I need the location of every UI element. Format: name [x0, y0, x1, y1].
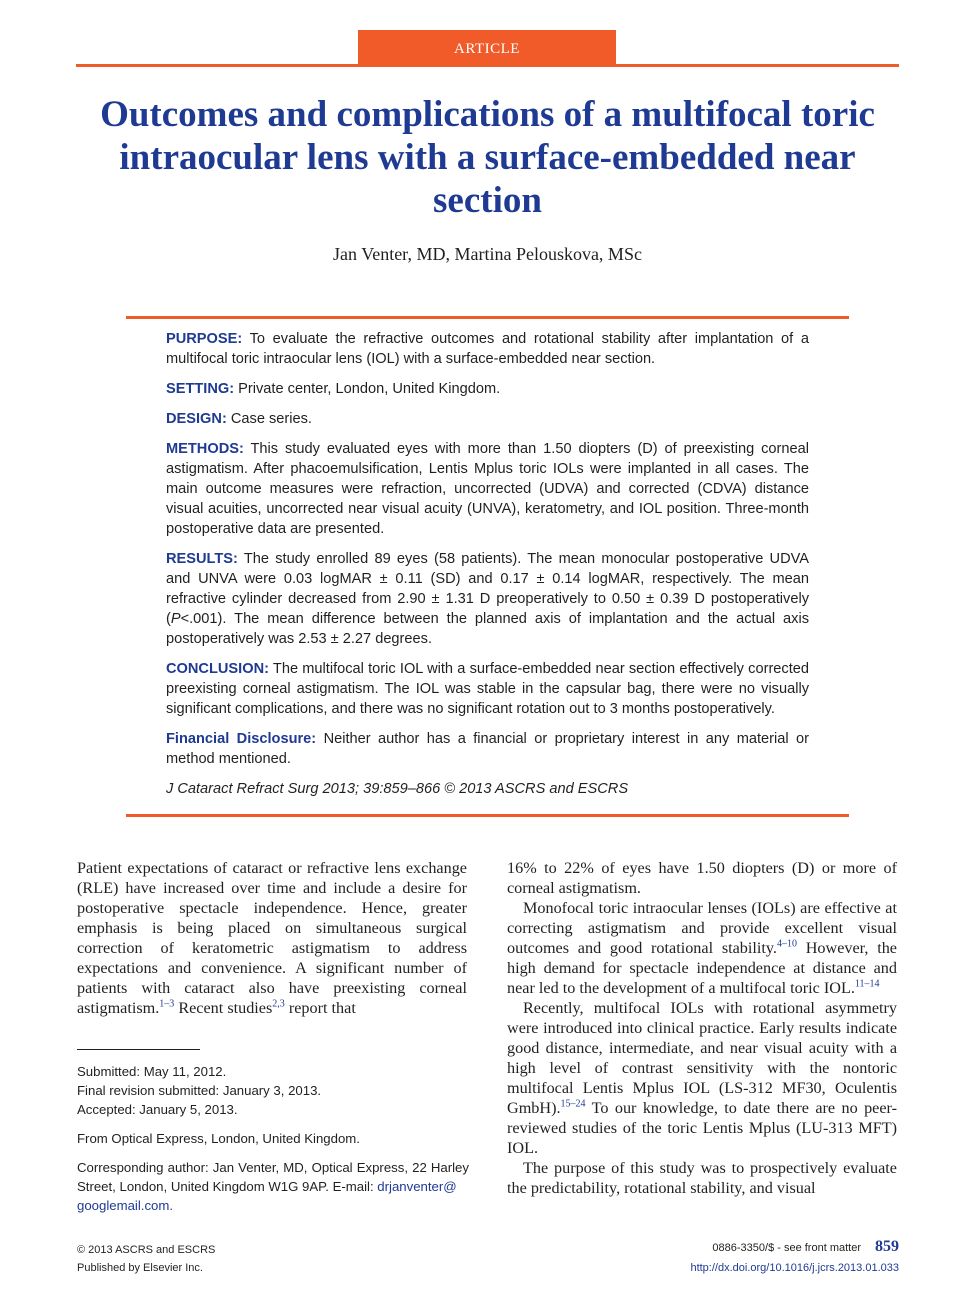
results-text-b: <.001). The mean difference between the planned axis of implantation and the actual axis postoperatively was 2.53 ± 2.27 degrees.: [166, 611, 809, 647]
footnotes: [77, 1062, 469, 1225]
revised-date: Final revision submitted: January 3, 2013.: [77, 1083, 322, 1098]
results-text-a: The study enrolled 89 eyes (58 patients). The mean monocular postoperative UDVA and UNVA were 0.03 logMAR ± 0.11 (SD) and 0.17 ± 0.14 logMAR, respectively. The mean refractive cylinder decreased from 2.90 ± 1.31 D preoperatively to 0.50 ± 0.39 D postoperatively (: [166, 551, 810, 627]
para3-text-a: Recently, multifocal IOLs with rotational asymmetry were introduced into clinical practice. Early results indicate good distance, intermediate, and near visual acuity with a high level of contrast sensitivity with the nontoric multifocal Lentis Mplus IOL (LS-312 MF30, Oculentis GmbH).: [507, 999, 897, 1117]
doi-link[interactable]: http://dx.doi.org/10.1016/j.jcrs.2013.01.033: [690, 1262, 899, 1274]
body-column-left: [77, 858, 467, 1018]
submitted-date: Submitted: May 11, 2012.: [77, 1064, 227, 1079]
conclusion-text: The multifocal toric IOL with a surface-embedded near section effectively corrected preexisting corneal astigmatism. The IOL was stable in the capsular bag, there were no visually significant complications, and there was no significant rotation out to 3 months postoperatively.: [166, 661, 810, 717]
abstract-disclosure: [166, 729, 809, 769]
setting-text: Private center, London, United Kingdom.: [238, 381, 501, 397]
ref-link[interactable]: 11–14: [854, 978, 880, 990]
results-label: RESULTS:: [166, 551, 238, 567]
intro-text-c: report that: [284, 999, 356, 1017]
body-paragraph: [507, 998, 897, 1158]
disclosure-text: Neither author has a financial or proprietary interest in any material or method mentioned.: [166, 731, 809, 767]
p-value-symbol: P: [170, 611, 181, 627]
journal-citation: J Cataract Refract Surg 2013; 39:859–866 © 2013 ASCRS and ESCRS: [166, 781, 629, 797]
design-label: DESIGN:: [166, 411, 227, 427]
affiliation: From Optical Express, London, United Kingdom.: [77, 1131, 360, 1146]
article-tag: ARTICLE: [358, 30, 616, 66]
abstract-setting: [166, 379, 809, 399]
purpose-text: To evaluate the refractive outcomes and rotational stability after implantation of a multifocal toric intraocular lens (IOL) with a surface-embedded near section.: [166, 331, 809, 367]
corresponding-author: [77, 1158, 469, 1215]
ref-link[interactable]: 4–10: [776, 938, 797, 950]
body-paragraph: The purpose of this study was to prospectively evaluate the predictability, rotational stability, and visual: [507, 1159, 897, 1197]
accepted-date: Accepted: January 5, 2013.: [77, 1102, 238, 1117]
abstract-conclusion: [166, 659, 809, 719]
header-rule: [76, 64, 899, 67]
email-link[interactable]: googlemail.com.: [77, 1198, 174, 1213]
abstract-design: [166, 409, 809, 429]
para3-text-b: To our knowledge, to date there are no peer-reviewed studies of the toric Lentis Mplus (LU-313 MFT) IOL.: [507, 1099, 897, 1157]
intro-text-b: Recent studies: [174, 999, 273, 1017]
para2-text-a: Monofocal toric intraocular lenses (IOLs) are effective at correcting astigmatism and provide excellent visual outcomes and good rotational stability.: [507, 899, 897, 957]
article-title: Outcomes and complications of a multifocal toric intraocular lens with a surface-embedded near section: [100, 94, 875, 221]
intro-paragraph: [77, 858, 467, 1018]
abstract-purpose: [166, 329, 809, 369]
design-text: Case series.: [230, 411, 312, 427]
setting-label: SETTING:: [166, 381, 235, 397]
abstract-methods: [166, 439, 809, 539]
methods-text: This study evaluated eyes with more than 1.50 diopters (D) of preexisting corneal astigmatism. After phacoemulsification, Lentis Mplus toric IOLs were implanted in all cases. The main outcome measures were refraction, uncorrected (UDVA) and corrected (CDVA) distance visual acuities, uncorrected near visual acuity (UNVA), keratometry, and IOL position. Three-month postoperative data are presented.: [166, 441, 809, 537]
abstract: [166, 329, 809, 799]
abstract-bottom-rule: [126, 814, 849, 817]
submission-dates: [77, 1062, 469, 1119]
conclusion-label: CONCLUSION:: [166, 661, 269, 677]
body-paragraph: 16% to 22% of eyes have 1.50 diopters (D) or more of corneal astigmatism.: [507, 859, 897, 897]
corresponding-text: Corresponding author: Jan Venter, MD, Optical Express, 22 Harley Street, London, United Kingdom W1G 9AP. E-mail:: [77, 1160, 469, 1194]
page-number: 859: [875, 1238, 899, 1255]
body-column-right: [507, 858, 897, 1198]
footer-right: [560, 1237, 899, 1278]
footer-publisher: Published by Elsevier Inc.: [77, 1262, 203, 1274]
abstract-results: [166, 549, 809, 649]
disclosure-label: Financial Disclosure:: [166, 731, 317, 747]
footer-left: [77, 1241, 215, 1277]
ref-link[interactable]: 1–3: [159, 998, 175, 1010]
purpose-label: PURPOSE:: [166, 331, 243, 347]
ref-link[interactable]: 15–24: [560, 1098, 586, 1110]
authors-line: Jan Venter, MD, Martina Pelouskova, MSc: [333, 244, 642, 264]
intro-text-a: Patient expectations of cataract or refractive lens exchange (RLE) have increased over time and include a desire for postoperative spectacle independence. Hence, greater emphasis is being placed on simultaneous surgical correction of keratometric astigmatism to address expectations and convenience. A significant number of patients with cataract also have preexisting corneal astigmatism.: [77, 859, 467, 1017]
ref-link[interactable]: 2,3: [272, 998, 285, 1010]
methods-label: METHODS:: [166, 441, 244, 457]
para2-text-b: However, the high demand for spectacle independence at distance and near led to the development of a multifocal toric IOL.: [507, 939, 897, 997]
body-paragraph: [507, 898, 897, 998]
footnote-rule: [77, 1049, 200, 1050]
footer-copyright: © 2013 ASCRS and ESCRS: [77, 1244, 216, 1256]
abstract-top-rule: [126, 316, 849, 319]
footer-issn: 0886-3350/$ - see front matter: [712, 1242, 861, 1254]
email-link[interactable]: drjanventer@: [377, 1179, 457, 1194]
